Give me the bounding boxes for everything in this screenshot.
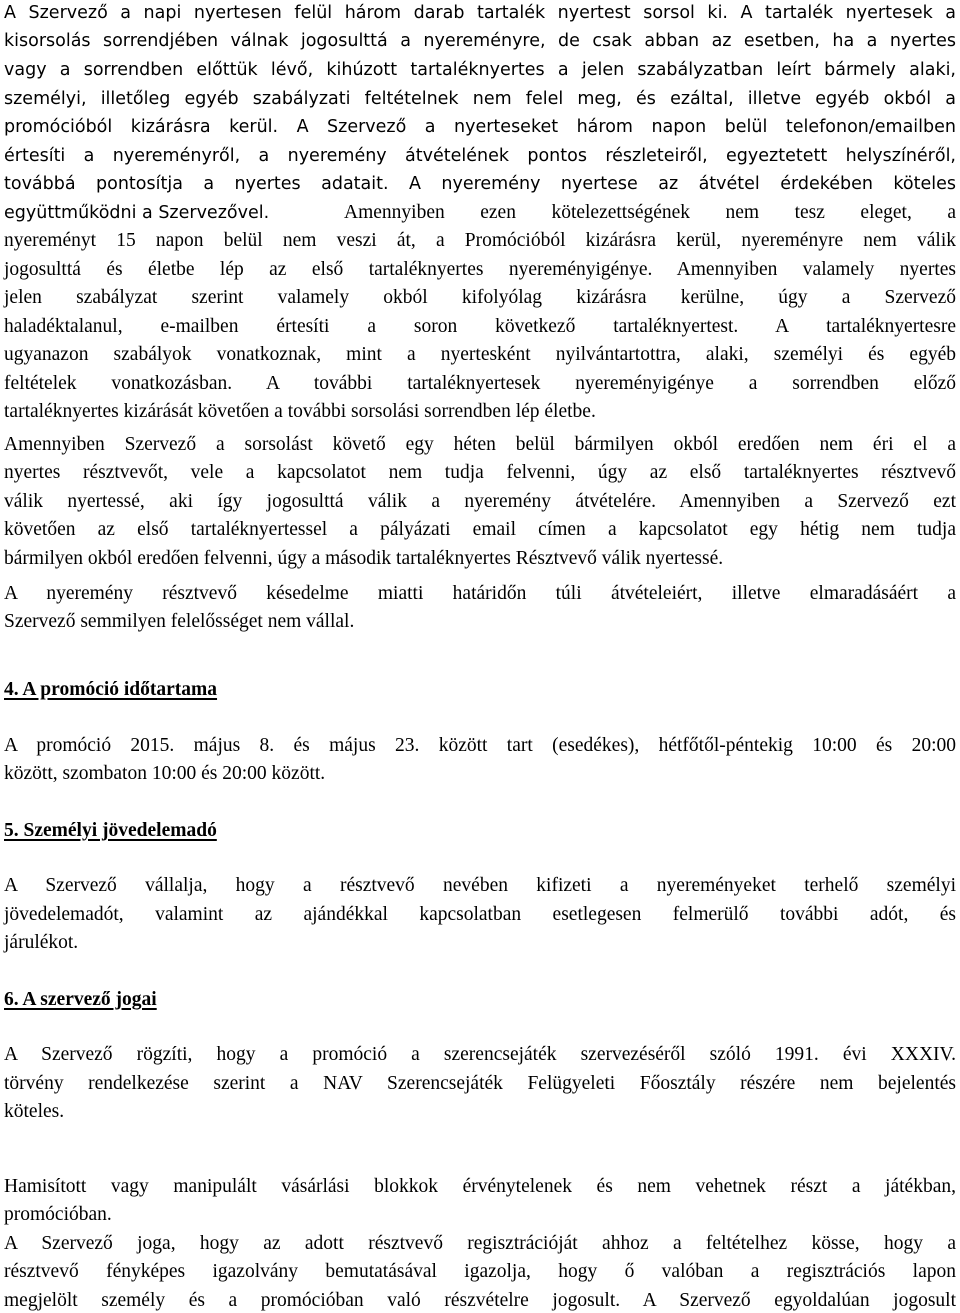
text-line: tartaléknyertes kizárását követően a további sorsolási sorrendben lép életbe. [4, 401, 596, 422]
text-line: A Szervező rögzíti, hogy a promóció a szerencsejáték szervezéséről szóló 1991. évi XXXIV. [4, 1044, 956, 1065]
text-line: értesíti a nyereményről, a nyeremény átvételének pontos részleteiről, egyeztetett helyszínéről, [4, 146, 956, 166]
text-line: jelen szabályzat szerint valamely okból kifolyólag kizárásra kerülne, úgy a Szervező [4, 287, 956, 308]
text-line: A Szervező joga, hogy az adott résztvevő regisztrációját ahhoz a feltételhez kösse, hogy a [4, 1233, 956, 1254]
text-line: nyertes résztvevőt, vele a kapcsolatot nem tudja felvenni, úgy az első tartaléknyertes résztvevő [4, 462, 956, 483]
text-line: A Szervező a napi nyertesen felül három darab tartalék nyertest sorsol ki. A tartalék nyertesek a [4, 3, 956, 23]
text-line: járulékot. [4, 932, 79, 953]
text-line: haladéktalanul, e-mailben értesíti a soron következő tartaléknyertest. A tartaléknyertesre [4, 316, 956, 337]
text-line: Szervező semmilyen felelősséget nem vállal. [4, 611, 355, 632]
text-line: között, szombaton 10:00 és 20:00 között. [4, 763, 326, 784]
text-line: Hamisított vagy manipulált vásárlási blokkok érvénytelenek és nem vehetnek részt a játékban, [4, 1176, 956, 1197]
section-heading: 6. A szervező jogai [4, 989, 157, 1010]
text-line: jogosulttá és életbe lép az első tartaléknyertes nyereményigénye. Amennyiben valamely nyertes [4, 259, 956, 280]
text-line: bármilyen okból eredően felvenni, úgy a második tartaléknyertes Résztvevő válik nyertessé. [4, 548, 724, 569]
text-line: promócióból kizárásra kerül. A Szervező a nyerteseket három napon belül telefonon/emailben [4, 117, 956, 137]
text-line: továbbá pontosítja a nyertes adatait. A nyeremény nyertese az átvétel érdekében köteles [4, 174, 956, 194]
text-line: megjelölt személy és a promócióban való részvételre jogosult. A Szervező egyoldalúan jogosult [4, 1290, 956, 1311]
section-heading: 5. Személyi jövedelemadó [4, 820, 217, 841]
text-line: ugyanazon szabályok vonatkoznak, mint a nyertesként nyilvántartottra, alaki, személyi és egyéb [4, 344, 956, 365]
text-line: törvény rendelkezése szerint a NAV Szerencsejáték Felügyeleti Főosztály részére nem bejelentés [4, 1073, 956, 1094]
text-line: A nyeremény résztvevő késedelme miatti határidőn túli átvételeiért, illetve elmaradásáért a [4, 583, 956, 604]
text-line: személyi, illetőleg egyéb szabályzati feltételnek nem felel meg, és ezáltal, illetve egyéb okból a [4, 89, 956, 109]
text-line: A promóció 2015. május 8. és május 23. között tart (esedékes), hétfőtől-péntekig 10:00 és 20:00 [4, 735, 956, 756]
text-line: együttműködni a Szervezővel. [4, 203, 270, 223]
text-line: Amennyiben ezen kötelezettségének nem tesz eleget, a [344, 202, 956, 223]
text-line: nyereményt 15 napon belül nem veszi át, a Promócióból kizárásra kerül, nyereményre nem válik [4, 230, 956, 251]
text-line: feltételek vonatkozásban. A további tartaléknyertesek nyereményigénye a sorrendben előző [4, 373, 956, 394]
text-line: A Szervező vállalja, hogy a résztvevő nevében kifizeti a nyereményeket terhelő személyi [4, 875, 956, 896]
text-line: jövedelemadót, valamint az ajándékkal kapcsolatban esetlegesen felmerülő további adót, és [4, 904, 956, 925]
text-line: kisorsolás sorrendjében válnak jogosulttá a nyereményre, de csak abban az esetben, ha a nyertes [4, 31, 956, 51]
text-line: promócióban. [4, 1204, 112, 1225]
section-heading: 4. A promóció időtartama [4, 679, 218, 700]
text-line: követően az első tartaléknyertessel a pályázati email címen a kapcsolatot egy hétig nem tudja [4, 519, 956, 540]
text-line: résztvevő fényképes igazolvány bemutatásával igazolja, hogy ő valóban a regisztrációs lapon [4, 1261, 956, 1282]
text-line: Amennyiben Szervező a sorsolást követő egy héten belül bármilyen okból eredően nem éri el a [4, 434, 956, 455]
text-line: vagy a sorrendben előttük lévő, kihúzott tartaléknyertes a jelen szabályzatban leírt bármely alaki, [4, 60, 956, 80]
text-line: válik nyertessé, aki így jogosulttá válik a nyeremény átvételére. Amennyiben a Szervező ezt [4, 491, 956, 512]
text-line: köteles. [4, 1101, 65, 1122]
